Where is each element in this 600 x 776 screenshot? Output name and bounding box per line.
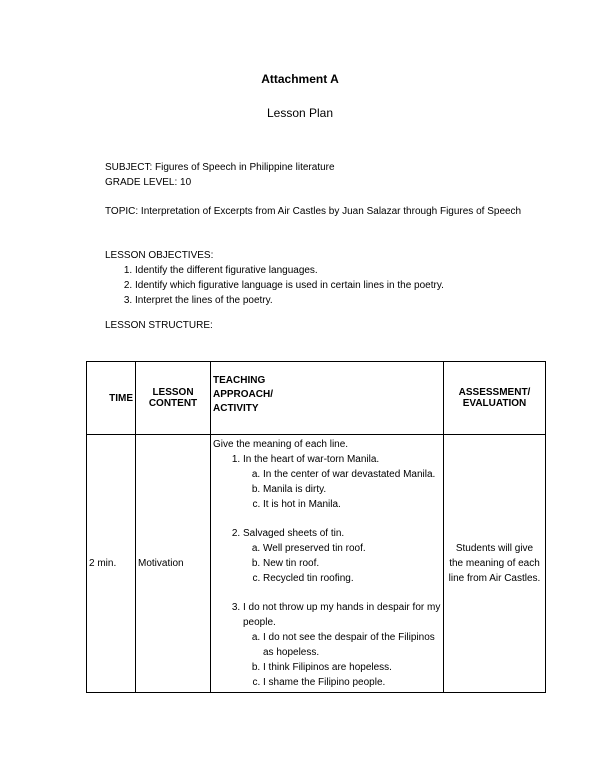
structure-heading: LESSON STRUCTURE: (105, 320, 213, 331)
table-header-row (87, 362, 546, 435)
poem-line-text: I do not throw up my hands in despair for my people. (243, 602, 441, 628)
header-teaching-approach (211, 362, 444, 435)
table-row (87, 435, 546, 693)
objective-item: 2. Identify which figurative language is used in certain lines in the poetry. (135, 278, 525, 293)
topic-line: TOPIC: Interpretation of Excerpts from Air Castles by Juan Salazar through Figures of Speech (105, 206, 522, 217)
poem-line-item (243, 600, 441, 690)
choice-item: b. I think Filipinos are hopeless. (263, 660, 441, 675)
choice-item: a. In the center of war devastated Manila. (263, 467, 441, 482)
page-title: Attachment A (261, 72, 339, 86)
choice-list (243, 630, 441, 690)
grade-level-line: GRADE LEVEL: 10 (105, 177, 192, 188)
header-teaching-label (213, 374, 441, 416)
lesson-structure-table (86, 361, 546, 693)
header-teaching-line-1: TEACHING (213, 375, 266, 386)
activity-intro: Give the meaning of each line. (213, 439, 349, 450)
page-subtitle: Lesson Plan (266, 106, 334, 120)
poem-line-item (243, 526, 441, 586)
header-assessment: ASSESSMENT/ EVALUATION (444, 362, 546, 435)
header-time: TIME (87, 362, 136, 435)
cell-assessment: Students will give the meaning of each line from Air Castles. (444, 435, 546, 693)
objective-item: 1. Identify the different figurative languages. (135, 263, 525, 278)
objectives-heading: LESSON OBJECTIVES: (105, 250, 214, 261)
header-teaching-line-2: APPROACH/ (213, 389, 274, 400)
choice-item: a. Well preserved tin roof. (263, 541, 441, 556)
cell-time: 2 min. (87, 435, 136, 693)
choice-item: b. New tin roof. (263, 556, 441, 571)
cell-lesson-content: Motivation (136, 435, 211, 693)
cell-teaching-approach (211, 435, 444, 693)
choice-item: c. It is hot in Manila. (263, 497, 441, 512)
choice-list (243, 467, 441, 512)
choice-item: c. I shame the Filipino people. (263, 675, 441, 690)
poem-line-text: In the heart of war-torn Manila. (243, 454, 380, 465)
choice-item: a. I do not see the despair of the Filipinos as hopeless. (263, 630, 441, 660)
teaching-activity (213, 437, 441, 690)
lesson-objectives (105, 248, 525, 308)
choice-list (243, 541, 441, 586)
choice-item: c. Recycled tin roofing. (263, 571, 441, 586)
subject-line: SUBJECT: Figures of Speech in Philippine literature (105, 162, 335, 173)
header-teaching-line-3: ACTIVITY (213, 403, 259, 414)
choice-item: b. Manila is dirty. (263, 482, 441, 497)
poem-line-item (243, 452, 441, 512)
objective-item: 3. Interpret the lines of the poetry. (135, 293, 525, 308)
objectives-list (105, 263, 525, 308)
header-lesson-content: LESSON CONTENT (136, 362, 211, 435)
poem-line-text: Salvaged sheets of tin. (243, 528, 345, 539)
poem-lines-list (213, 452, 441, 690)
